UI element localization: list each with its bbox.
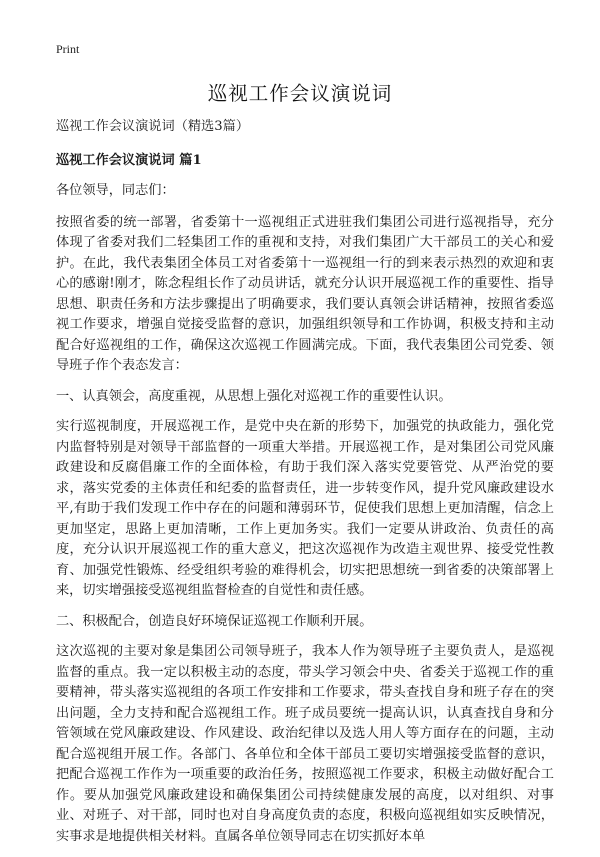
paragraph-body-two: 这次巡视的主要对象是集团公司领导班子，我本人作为领导班子主要负责人，是巡视监督的重点。我一定以积极主动的态度，带头学习领会中央、省委关于巡视工作的重要精神，带头落实巡视组的各项工作安排和工作要求，带头查找自身和班子存在的突出问题，全力支持和配合巡视组工作。班子成员要统一提高认识，认真查找自身和分管领域在党风廉政建设、作风建设、政治纪律以及选人用人等方面存在的问题，主动配合巡视组开展工作。各部门、各单位和全体干部员工要切实增强接受监督的意识，把配合巡视工作作为一项重要的政治任务，按照巡视工作要求，积极主动做好配合工作。要从加强党风廉政建设和确保集团公司持续健康发展的高度，以对组织、对事业、对班子、对干部，同时也对自身高度负责的态度，积极向巡视组如实反映情况，实事求是地提供相关材料。直属各单位领导同志在切实抓好本单: [56, 644, 554, 844]
section-title: 巡视工作会议演说词 篇1: [56, 152, 202, 168]
paragraph-heading-one: 一、认真领会，高度重视，从思想上强化对巡视工作的重要性认识。: [56, 388, 452, 404]
greeting: 各位领导，同志们：: [56, 183, 175, 198]
paragraph-body-one: 实行巡视制度，开展巡视工作，是党中央在新的形势下，加强党的执政能力，强化党内监督特别是对领导干部监督的一项重大举措。开展巡视工作，是对集团公司党风廉政建设和反腐倡廉工作的全面体检，有助于我们深入落实党要管党、从严治党的要求，落实党委的主体责任和纪委的监督责任，进一步转变作风，提升党风廉政建设水平,有助于我们发现工作中存在的问题和薄弱环节，促使我们思想上更加清醒，信念上更加坚定，思路上更加清晰，工作上更加务实。我们一定要从讲政治、负责任的高度，充分认识开展巡视工作的重大意义，把这次巡视作为改造主观世界、接受党性教育、加强党性锻炼、经受组织考验的难得机会，切实把思想统一到省委的决策部署上来，切实增强接受巡视组监督检查的自觉性和责任感。: [56, 419, 554, 598]
print-label: Print: [56, 42, 80, 56]
document-title: 巡视工作会议演说词: [207, 82, 393, 105]
paragraph-intro: 按照省委的统一部署，省委第十一巡视组正式进驻我们集团公司进行巡视指导，充分体现了省委对我们二轻集团工作的重视和支持，对我们集团广大干部员工的关心和爱护。在此，我代表集团全体员工对省委第十一巡视组一行的到来表示热烈的欢迎和衷心的感谢!刚才，陈念程组长作了动员讲话，就充分认识开展巡视工作的重要性、指导思想、职责任务和方法步骤提出了明确要求，我们要认真领会讲话精神，按照省委巡视工作要求，增强自觉接受监督的意识，加强组织领导和工作协调，积极支持和主动配合好巡视组的工作，确保这次巡视工作圆满完成。下面，我代表集团公司党委、领导班子作个表态发言：: [56, 214, 554, 373]
paragraph-heading-two: 二、积极配合，创造良好环境保证巡视工作顺利开展。: [56, 613, 373, 629]
document-body: [56, 117, 554, 857]
document-subtitle: 巡视工作会议演说词（精选3篇）: [56, 119, 250, 134]
